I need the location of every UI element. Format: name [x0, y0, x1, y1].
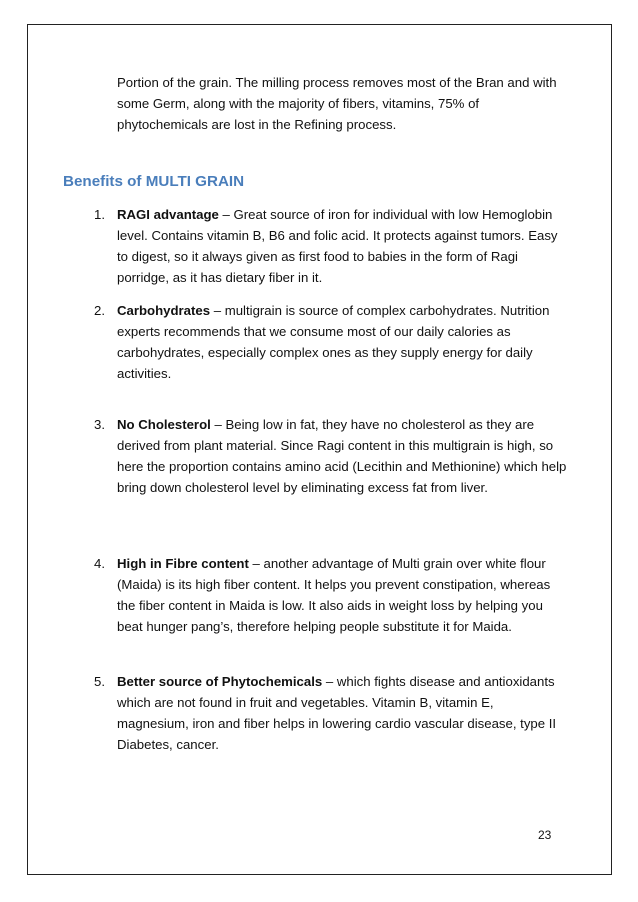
benefit-body: – which fights disease and antioxidants which are not found in fruit and vegetables. Vitamin B, vitamin E, magnesium, iron and fiber helps in lowering cardio vascular disease, type II Diabetes, cancer. [117, 674, 557, 752]
benefit-text [117, 553, 569, 637]
benefit-item-carbohydrates [94, 300, 569, 384]
benefit-body: – Being low in fat, they have no cholesterol as they are derived from plant material. Since Ragi content in this multigrain is high, so here the proportion contains amino acid (Lecithin and Methionine) which help bring down cholesterol level by eliminating excess fat from liver. [117, 417, 567, 495]
benefit-text [117, 414, 569, 498]
benefit-number: 1. [94, 207, 105, 222]
benefit-text [117, 300, 569, 384]
benefit-item-phytochemicals [94, 671, 569, 755]
benefit-title: No Cholesterol [117, 417, 211, 432]
benefit-text [117, 671, 569, 755]
section-heading: Benefits of MULTI GRAIN [63, 173, 245, 190]
benefit-text [117, 204, 569, 288]
benefit-body: – multigrain is source of complex carbohydrates. Nutrition experts recommends that we consume most of our daily calories as carbohydrates, especially complex ones as they supply energy for daily activities. [117, 303, 550, 381]
benefit-body: – Great source of iron for individual with low Hemoglobin level. Contains vitamin B, B6 and folic acid. It protects against tumors. Easy to digest, so it always given as first food to babies in the form of Ragi porridge, as it has dietary fiber in it. [117, 207, 558, 285]
benefit-number: 3. [94, 417, 105, 432]
page-number: 23 [538, 828, 552, 842]
benefit-title: Carbohydrates [117, 303, 211, 318]
benefit-title: High in Fibre content [117, 556, 249, 571]
benefit-number: 5. [94, 674, 105, 689]
benefit-title: Better source of Phytochemicals [117, 674, 323, 689]
benefit-item-ragi [94, 204, 569, 288]
intro-paragraph: Portion of the grain. The milling process removes most of the Bran and with some Germ, along with the majority of fibers, vitamins, 75% of phytochemicals are lost in the Refining process. [117, 75, 557, 132]
benefit-title: RAGI advantage [117, 207, 219, 222]
benefit-item-no-cholesterol [94, 414, 569, 498]
benefit-body: – another advantage of Multi grain over white flour (Maida) is its high fiber content. It helps you prevent constipation, whereas the fiber content in Maida is low. It also aids in weight loss by helping you beat hunger pang’s, therefore helping people substitute it for Maida. [117, 556, 551, 634]
benefit-number: 2. [94, 303, 105, 318]
benefit-number: 4. [94, 556, 105, 571]
benefit-item-fibre [94, 553, 569, 637]
